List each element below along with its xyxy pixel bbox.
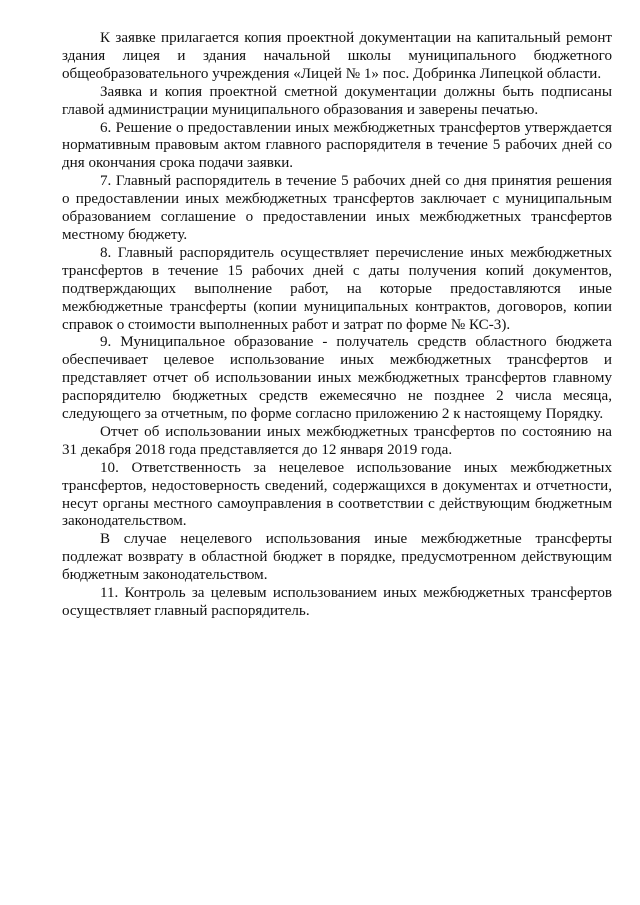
paragraph-item-8: 8. Главный распорядитель осуществляет перечисление иных межбюджетных трансфертов в течение 15 рабочих дней с даты получения копий документов, подтверждающих выполнение работ, на которые предоставляются иные межбюджетные трансферты (копии муниципальных контрактов, договоров, копии справок о стоимости выполненных работ и затрат по форме № КС-3).: [62, 244, 612, 333]
paragraph-attachment: К заявке прилагается копия проектной документации на капитальный ремонт здания лицея и здания начальной школы муниципального бюджетного общеобразовательного учреждения «Лицей № 1» пос. Добринка Липецкой области.: [62, 30, 612, 82]
paragraph-item-6: 6. Решение о предоставлении иных межбюджетных трансфертов утверждается нормативным правовым актом главного распорядителя в течение 5 рабочих дней со дня окончания срока подачи заявки.: [62, 119, 612, 172]
paragraph-item-10: 10. Ответственность за нецелевое использование иных межбюджетных трансфертов, недостоверность сведений, содержащихся в документах и отчетности, несут органы местного самоуправления в соответствии с действующим бюджетным законодательством.: [62, 459, 612, 530]
paragraph-item-9: 9. Муниципальное образование - получатель средств областного бюджета обеспечивает целевое использование иных межбюджетных трансфертов и представляет отчет об использовании иных межбюджетных трансфертов главному распорядителю бюджетных средств ежемесячно не позднее 2 числа месяца, следующего за отчетным, по форме согласно приложению 2 к настоящему Порядку.: [62, 334, 612, 423]
paragraph-report-deadline: Отчет об использовании иных межбюджетных трансфертов по состоянию на 31 декабря 2018 года представляется до 12 января 2019 года.: [62, 423, 612, 458]
paragraph-refund: В случае нецелевого использования иные межбюджетные трансферты подлежат возврату в областной бюджет в порядке, предусмотренном действующим бюджетным законодательством.: [62, 531, 612, 584]
paragraph-signature-requirement: Заявка и копия проектной сметной документации должны быть подписаны главой администрации муниципального образования и заверены печатью.: [62, 83, 612, 118]
paragraph-item-7: 7. Главный распорядитель в течение 5 рабочих дней со дня принятия решения о предоставлении иных межбюджетных трансфертов заключает с муниципальным образованием соглашение о предоставлении иных межбюджетных трансфертов местному бюджету.: [62, 173, 612, 243]
paragraph-item-11: 11. Контроль за целевым использованием иных межбюджетных трансфертов осуществляет главный распорядитель.: [62, 585, 612, 619]
document-body: [62, 30, 612, 621]
